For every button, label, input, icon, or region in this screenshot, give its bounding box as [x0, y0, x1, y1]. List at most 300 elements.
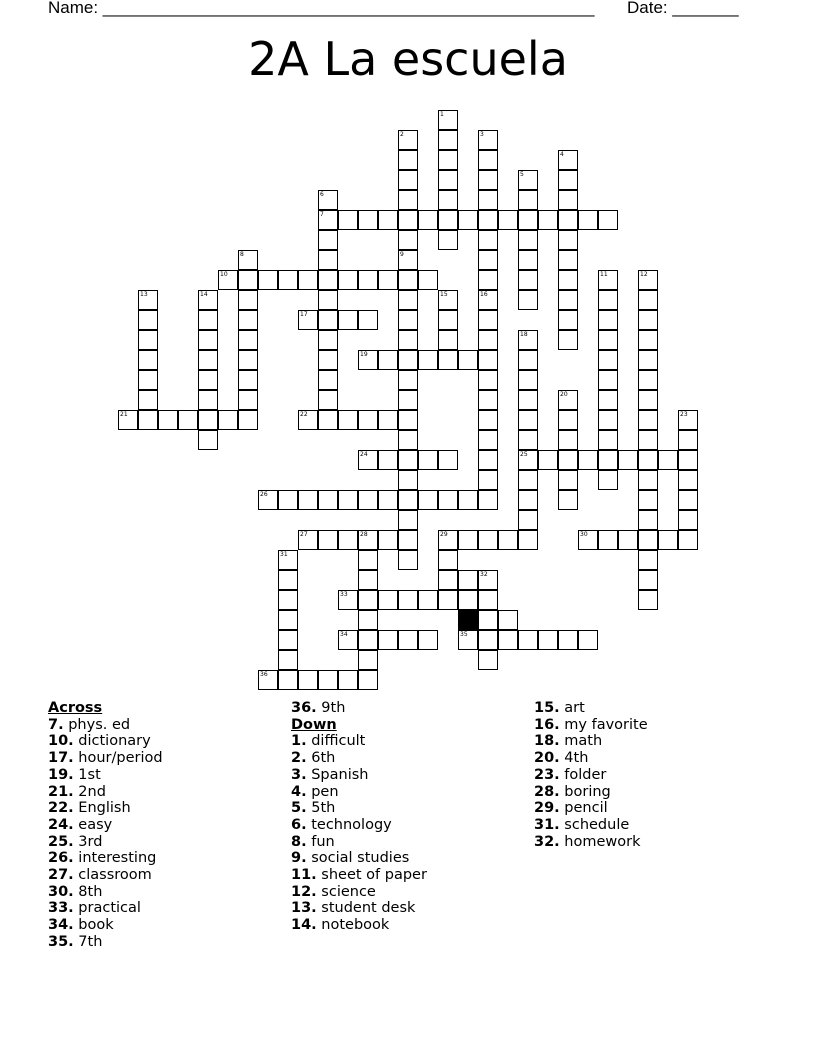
- clue-number: 29: [440, 531, 448, 538]
- grid-cell[interactable]: [318, 390, 338, 410]
- clue-number-label: 17.: [48, 750, 74, 767]
- grid-cell[interactable]: [398, 430, 418, 450]
- grid-cell[interactable]: [658, 450, 678, 470]
- grid-cell[interactable]: [498, 210, 518, 230]
- grid-cell[interactable]: [578, 450, 598, 470]
- grid-cell[interactable]: [398, 290, 418, 310]
- clue-text: 4th: [559, 750, 589, 767]
- clue-number-label: 1.: [291, 733, 307, 750]
- clue-item: [291, 850, 427, 867]
- grid-cell[interactable]: [398, 490, 418, 510]
- grid-cell[interactable]: [338, 530, 358, 550]
- grid-cell[interactable]: [278, 670, 298, 690]
- grid-cell[interactable]: [318, 310, 338, 330]
- grid-cell[interactable]: [318, 410, 338, 430]
- grid-cell[interactable]: [378, 630, 398, 650]
- grid-cell[interactable]: [378, 530, 398, 550]
- grid-cell[interactable]: [438, 550, 458, 570]
- grid-cell[interactable]: [398, 590, 418, 610]
- grid-cell[interactable]: [358, 670, 378, 690]
- grid-cell[interactable]: [478, 530, 498, 550]
- grid-cell[interactable]: [298, 490, 318, 510]
- grid-cell[interactable]: [538, 630, 558, 650]
- grid-cell[interactable]: [278, 570, 298, 590]
- grid-cell[interactable]: [138, 370, 158, 390]
- clue-text: 2nd: [73, 783, 106, 800]
- clue-text: folder: [559, 766, 607, 783]
- grid-cell[interactable]: [318, 270, 338, 290]
- grid-cell[interactable]: [518, 530, 538, 550]
- grid-cell[interactable]: [478, 390, 498, 410]
- grid-cell[interactable]: [458, 210, 478, 230]
- clue-number-label: 30.: [48, 883, 74, 900]
- grid-cell[interactable]: [558, 630, 578, 650]
- grid-cell[interactable]: [638, 470, 658, 490]
- grid-cell[interactable]: [398, 150, 418, 170]
- grid-cell[interactable]: [318, 290, 338, 310]
- grid-cell[interactable]: [518, 230, 538, 250]
- grid-cell[interactable]: [398, 630, 418, 650]
- grid-cell[interactable]: [358, 490, 378, 510]
- grid-cell[interactable]: [218, 410, 238, 430]
- grid-cell[interactable]: [338, 670, 358, 690]
- grid-cell[interactable]: [478, 590, 498, 610]
- grid-cell[interactable]: [558, 330, 578, 350]
- grid-cell[interactable]: [678, 510, 698, 530]
- grid-cell[interactable]: [198, 430, 218, 450]
- grid-cell[interactable]: [298, 670, 318, 690]
- grid-cell[interactable]: [318, 350, 338, 370]
- clue-number-label: 18.: [534, 733, 560, 750]
- grid-cell[interactable]: [478, 210, 498, 230]
- grid-cell[interactable]: [438, 170, 458, 190]
- grid-cell[interactable]: [358, 410, 378, 430]
- grid-cell[interactable]: [378, 210, 398, 230]
- grid-cell[interactable]: [638, 430, 658, 450]
- grid-cell[interactable]: [518, 350, 538, 370]
- grid-cell[interactable]: [358, 650, 378, 670]
- grid-cell[interactable]: [638, 450, 658, 470]
- clue-number: 25: [520, 451, 528, 458]
- grid-cell[interactable]: [478, 450, 498, 470]
- grid-cell[interactable]: [458, 530, 478, 550]
- clue-number-label: 15.: [534, 700, 560, 716]
- grid-cell[interactable]: [618, 450, 638, 470]
- grid-cell[interactable]: [258, 270, 278, 290]
- grid-cell[interactable]: [198, 330, 218, 350]
- grid-cell[interactable]: [478, 170, 498, 190]
- grid-cell[interactable]: [458, 350, 478, 370]
- clue-item: [291, 700, 427, 717]
- clue-number-label: 14.: [291, 917, 317, 934]
- grid-cell[interactable]: [438, 330, 458, 350]
- grid-cell[interactable]: [438, 450, 458, 470]
- grid-cell[interactable]: [338, 210, 358, 230]
- grid-cell[interactable]: [358, 590, 378, 610]
- grid-cell[interactable]: [638, 550, 658, 570]
- clue-text: 9th: [316, 700, 346, 716]
- grid-cell[interactable]: [598, 530, 618, 550]
- grid-cell[interactable]: [598, 210, 618, 230]
- grid-cell[interactable]: [678, 490, 698, 510]
- grid-cell[interactable]: [638, 310, 658, 330]
- grid-cell[interactable]: [378, 410, 398, 430]
- grid-cell[interactable]: [138, 410, 158, 430]
- grid-cell[interactable]: [518, 510, 538, 530]
- grid-cell[interactable]: [478, 150, 498, 170]
- grid-cell[interactable]: [478, 430, 498, 450]
- grid-cell[interactable]: [298, 270, 318, 290]
- clue-number: 9: [400, 251, 404, 258]
- grid-cell[interactable]: [598, 350, 618, 370]
- grid-cell[interactable]: [318, 330, 338, 350]
- grid-cell[interactable]: [518, 190, 538, 210]
- clue-text: practical: [73, 900, 141, 917]
- clue-number: 19: [360, 351, 368, 358]
- grid-cell[interactable]: [438, 590, 458, 610]
- clue-item: [291, 884, 427, 901]
- grid-cell[interactable]: [138, 330, 158, 350]
- grid-cell[interactable]: [478, 230, 498, 250]
- grid-cell[interactable]: [198, 390, 218, 410]
- grid-cell[interactable]: [318, 370, 338, 390]
- grid-cell[interactable]: [558, 250, 578, 270]
- grid-cell[interactable]: [278, 610, 298, 630]
- clue-number-label: 27.: [48, 867, 74, 884]
- grid-cell[interactable]: [238, 310, 258, 330]
- across-clue-list: [48, 717, 163, 951]
- grid-cell[interactable]: [638, 370, 658, 390]
- grid-cell[interactable]: [478, 610, 498, 630]
- grid-cell[interactable]: [398, 470, 418, 490]
- grid-cell[interactable]: [458, 590, 478, 610]
- grid-cell[interactable]: [378, 450, 398, 470]
- grid-cell[interactable]: [558, 490, 578, 510]
- grid-cell[interactable]: [478, 490, 498, 510]
- grid-cell[interactable]: [678, 450, 698, 470]
- grid-cell[interactable]: [358, 570, 378, 590]
- grid-cell[interactable]: [398, 450, 418, 470]
- grid-cell[interactable]: [678, 430, 698, 450]
- grid-cell[interactable]: [558, 450, 578, 470]
- clue-number: 2: [400, 131, 404, 138]
- clue-number: 13: [140, 291, 148, 298]
- grid-cell[interactable]: [238, 330, 258, 350]
- grid-cell[interactable]: [278, 270, 298, 290]
- grid-cell[interactable]: [518, 490, 538, 510]
- grid-cell[interactable]: [678, 530, 698, 550]
- grid-cell[interactable]: [578, 210, 598, 230]
- grid-cell[interactable]: [358, 270, 378, 290]
- grid-cell[interactable]: [398, 190, 418, 210]
- grid-cell[interactable]: [138, 390, 158, 410]
- grid-cell[interactable]: [438, 230, 458, 250]
- grid-cell[interactable]: [398, 230, 418, 250]
- grid-cell[interactable]: [478, 350, 498, 370]
- grid-cell[interactable]: [418, 210, 438, 230]
- grid-cell[interactable]: [598, 410, 618, 430]
- grid-cell[interactable]: [558, 230, 578, 250]
- grid-cell[interactable]: [558, 430, 578, 450]
- grid-cell[interactable]: [498, 530, 518, 550]
- clue-text: 3rd: [73, 833, 103, 850]
- grid-cell[interactable]: [458, 570, 478, 590]
- clues-column-3: [534, 700, 648, 850]
- grid-cell[interactable]: [398, 210, 418, 230]
- grid-cell[interactable]: [618, 530, 638, 550]
- grid-cell[interactable]: [558, 170, 578, 190]
- grid-cell[interactable]: [398, 350, 418, 370]
- grid-cell[interactable]: [518, 250, 538, 270]
- grid-cell[interactable]: [518, 630, 538, 650]
- grid-cell[interactable]: [398, 330, 418, 350]
- black-cell: [458, 610, 478, 630]
- grid-cell[interactable]: [398, 390, 418, 410]
- grid-cell[interactable]: [278, 490, 298, 510]
- grid-cell[interactable]: [358, 550, 378, 570]
- grid-cell[interactable]: [318, 670, 338, 690]
- grid-cell[interactable]: [398, 310, 418, 330]
- grid-cell[interactable]: [438, 310, 458, 330]
- grid-cell[interactable]: [238, 390, 258, 410]
- clue-item: [48, 850, 163, 867]
- clue-number-label: 36.: [291, 700, 317, 716]
- grid-cell[interactable]: [478, 370, 498, 390]
- grid-cell[interactable]: [238, 270, 258, 290]
- grid-cell[interactable]: [198, 410, 218, 430]
- clue-text: my favorite: [559, 716, 648, 733]
- clue-number-label: 2.: [291, 750, 307, 767]
- clue-item: [48, 917, 163, 934]
- clues-column-2: [291, 700, 427, 934]
- grid-cell[interactable]: [438, 570, 458, 590]
- grid-cell[interactable]: [198, 350, 218, 370]
- grid-cell[interactable]: [178, 410, 198, 430]
- grid-cell[interactable]: [138, 350, 158, 370]
- clue-number: 10: [220, 271, 228, 278]
- grid-cell[interactable]: [558, 310, 578, 330]
- grid-cell[interactable]: [138, 310, 158, 330]
- clue-text: 5th: [306, 800, 336, 817]
- grid-cell[interactable]: [198, 370, 218, 390]
- grid-cell[interactable]: [418, 350, 438, 370]
- grid-cell[interactable]: [318, 530, 338, 550]
- grid-cell[interactable]: [318, 250, 338, 270]
- grid-cell[interactable]: [638, 350, 658, 370]
- grid-cell[interactable]: [658, 530, 678, 550]
- clue-number: 5: [520, 171, 524, 178]
- grid-cell[interactable]: [358, 210, 378, 230]
- grid-cell[interactable]: [678, 470, 698, 490]
- grid-cell[interactable]: [378, 350, 398, 370]
- grid-cell[interactable]: [638, 530, 658, 550]
- clue-item: [291, 834, 427, 851]
- grid-cell[interactable]: [438, 210, 458, 230]
- grid-cell[interactable]: [518, 210, 538, 230]
- grid-cell[interactable]: [278, 650, 298, 670]
- grid-cell[interactable]: [458, 490, 478, 510]
- grid-cell[interactable]: [438, 190, 458, 210]
- grid-cell[interactable]: [598, 430, 618, 450]
- grid-cell[interactable]: [398, 550, 418, 570]
- clue-item: [48, 834, 163, 851]
- down-clue-list-continued: [534, 700, 648, 850]
- clue-number-label: 8.: [291, 833, 307, 850]
- grid-cell[interactable]: [478, 250, 498, 270]
- grid-cell[interactable]: [518, 390, 538, 410]
- clue-number: 7: [320, 211, 324, 218]
- grid-cell[interactable]: [238, 370, 258, 390]
- grid-cell[interactable]: [598, 470, 618, 490]
- grid-cell[interactable]: [478, 190, 498, 210]
- clue-number: 23: [680, 411, 688, 418]
- grid-cell[interactable]: [598, 390, 618, 410]
- grid-cell[interactable]: [338, 490, 358, 510]
- grid-cell[interactable]: [478, 270, 498, 290]
- grid-cell[interactable]: [638, 510, 658, 530]
- grid-cell[interactable]: [358, 630, 378, 650]
- grid-cell[interactable]: [398, 410, 418, 430]
- grid-cell[interactable]: [478, 630, 498, 650]
- grid-cell[interactable]: [638, 330, 658, 350]
- grid-cell[interactable]: [598, 330, 618, 350]
- grid-cell[interactable]: [278, 590, 298, 610]
- grid-cell[interactable]: [318, 230, 338, 250]
- clue-number-label: 11.: [291, 867, 317, 884]
- grid-cell[interactable]: [558, 410, 578, 430]
- grid-cell[interactable]: [198, 310, 218, 330]
- grid-cell[interactable]: [278, 630, 298, 650]
- grid-cell[interactable]: [438, 130, 458, 150]
- across-heading: Across: [48, 700, 103, 716]
- clue-number-label: 24.: [48, 816, 74, 833]
- grid-cell[interactable]: [418, 630, 438, 650]
- grid-cell[interactable]: [398, 370, 418, 390]
- grid-cell[interactable]: [558, 270, 578, 290]
- clue-item: [48, 767, 163, 784]
- grid-cell[interactable]: [518, 410, 538, 430]
- grid-cell[interactable]: [538, 450, 558, 470]
- clue-text: dictionary: [73, 733, 151, 750]
- grid-cell[interactable]: [638, 390, 658, 410]
- clue-text: 1st: [73, 766, 101, 783]
- clue-text: boring: [559, 783, 611, 800]
- grid-cell[interactable]: [518, 270, 538, 290]
- grid-cell[interactable]: [338, 410, 358, 430]
- grid-cell[interactable]: [638, 570, 658, 590]
- grid-cell[interactable]: [558, 290, 578, 310]
- grid-cell[interactable]: [238, 290, 258, 310]
- grid-cell[interactable]: [598, 310, 618, 330]
- grid-cell[interactable]: [558, 470, 578, 490]
- clue-number-label: 12.: [291, 883, 317, 900]
- page-title: 2A La escuela: [248, 32, 568, 86]
- grid-cell[interactable]: [478, 470, 498, 490]
- grid-cell[interactable]: [438, 150, 458, 170]
- name-line[interactable]: Name: ____________________________________________________: [48, 0, 595, 17]
- grid-cell[interactable]: [518, 370, 538, 390]
- grid-cell[interactable]: [318, 490, 338, 510]
- clue-number-label: 23.: [534, 766, 560, 783]
- clue-item: [48, 900, 163, 917]
- clue-text: math: [559, 733, 603, 750]
- grid-cell[interactable]: [638, 290, 658, 310]
- grid-cell[interactable]: [238, 350, 258, 370]
- clue-text: 8th: [73, 883, 103, 900]
- clue-number: 16: [480, 291, 488, 298]
- clue-number: 27: [300, 531, 308, 538]
- grid-cell[interactable]: [478, 650, 498, 670]
- grid-cell[interactable]: [498, 610, 518, 630]
- grid-cell[interactable]: [398, 270, 418, 290]
- grid-cell[interactable]: [578, 630, 598, 650]
- grid-cell[interactable]: [638, 490, 658, 510]
- grid-cell[interactable]: [238, 410, 258, 430]
- clue-item: [48, 934, 163, 951]
- clue-text: pencil: [559, 800, 608, 817]
- clue-item: [291, 817, 427, 834]
- grid-cell[interactable]: [478, 330, 498, 350]
- grid-cell[interactable]: [478, 310, 498, 330]
- grid-cell[interactable]: [558, 210, 578, 230]
- grid-cell[interactable]: [418, 490, 438, 510]
- grid-cell[interactable]: [398, 170, 418, 190]
- grid-cell[interactable]: [538, 210, 558, 230]
- clue-text: science: [316, 883, 376, 900]
- clue-text: 7th: [73, 933, 103, 950]
- grid-cell[interactable]: [418, 270, 438, 290]
- grid-cell[interactable]: [638, 410, 658, 430]
- grid-cell[interactable]: [378, 490, 398, 510]
- grid-cell[interactable]: [598, 290, 618, 310]
- clue-number-label: 3.: [291, 766, 307, 783]
- grid-cell[interactable]: [498, 630, 518, 650]
- date-line[interactable]: Date: _______: [627, 0, 739, 17]
- grid-cell[interactable]: [598, 370, 618, 390]
- clue-item: [48, 733, 163, 750]
- grid-cell[interactable]: [438, 350, 458, 370]
- grid-cell[interactable]: [518, 470, 538, 490]
- clue-text: schedule: [559, 816, 630, 833]
- grid-cell[interactable]: [598, 450, 618, 470]
- clue-text: social studies: [306, 850, 410, 867]
- clue-item: [291, 867, 427, 884]
- clue-number-label: 4.: [291, 783, 307, 800]
- clue-number-label: 5.: [291, 800, 307, 817]
- grid-cell[interactable]: [398, 530, 418, 550]
- grid-cell[interactable]: [378, 270, 398, 290]
- grid-cell[interactable]: [558, 190, 578, 210]
- clue-number: 22: [300, 411, 308, 418]
- grid-cell[interactable]: [358, 310, 378, 330]
- grid-cell[interactable]: [338, 270, 358, 290]
- grid-cell[interactable]: [478, 410, 498, 430]
- clue-item: [534, 767, 648, 784]
- grid-cell[interactable]: [518, 290, 538, 310]
- clue-number-label: 6.: [291, 816, 307, 833]
- grid-cell[interactable]: [438, 490, 458, 510]
- grid-cell[interactable]: [418, 450, 438, 470]
- grid-cell[interactable]: [518, 430, 538, 450]
- grid-cell[interactable]: [338, 310, 358, 330]
- grid-cell[interactable]: [418, 590, 438, 610]
- clue-number-label: 19.: [48, 766, 74, 783]
- grid-cell[interactable]: [398, 510, 418, 530]
- grid-cell[interactable]: [158, 410, 178, 430]
- grid-cell[interactable]: [358, 610, 378, 630]
- grid-cell[interactable]: [638, 590, 658, 610]
- grid-cell[interactable]: [378, 590, 398, 610]
